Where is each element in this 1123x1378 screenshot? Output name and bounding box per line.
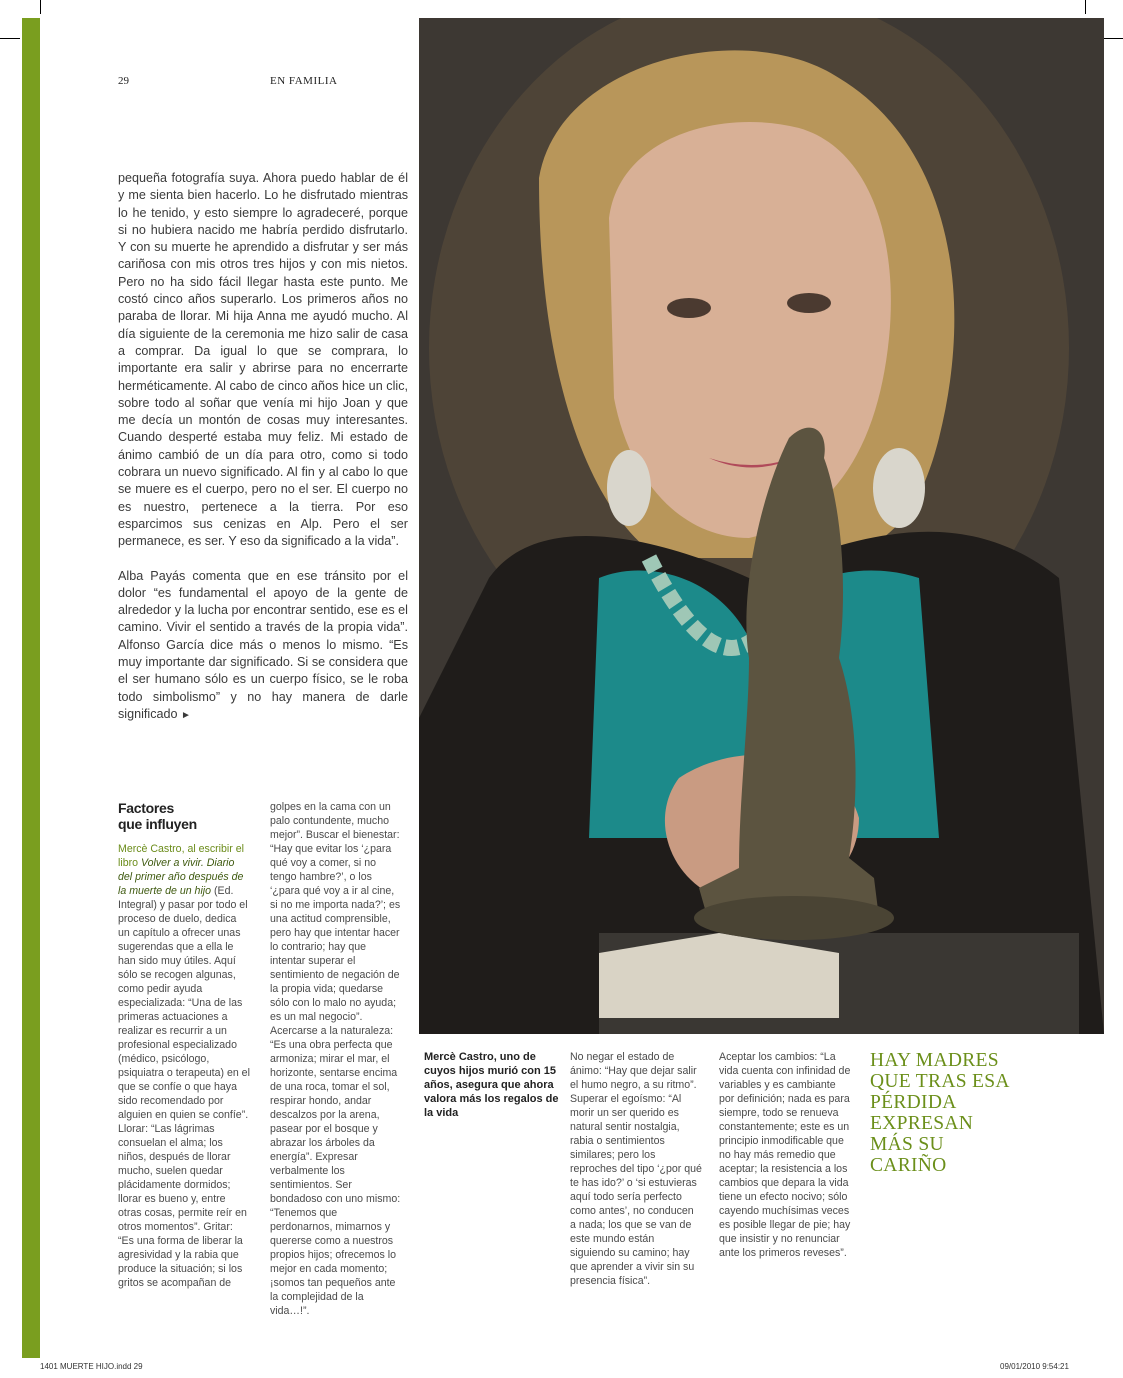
crop-mark (0, 38, 20, 39)
sidebar-column-4: Aceptar los cambios: “La vida cuenta con infinidad de variables y es cambiante por definición; nada es para siempre, todo se renueva constantemente; este es un principio inmodificable que no hay más remedio que aceptar; la resistencia a los cambios que depara la vida tiene un efecto nocivo; sólo cayendo muchísimas veces es posible llegar de pie; hay que insistir y no renunciar ante los primeros reveses”. (719, 1051, 851, 1259)
page-number: 29 (118, 75, 129, 87)
portrait-photo (419, 18, 1104, 1034)
crop-mark (1085, 0, 1086, 14)
footer-slug-left: 1401 MUERTE HIJO.indd 29 (40, 1362, 143, 1371)
pull-quote: HAY MADRES QUE TRAS ESA PÉRDIDA EXPRESAN MÁS SU CARIÑO (870, 1050, 1009, 1176)
body-paragraph: pequeña fotografía suya. Ahora puedo hablar de él y me sienta bien hacerlo. Lo he disfrutado mientras lo he tenido, y esto siempre lo agradeceré, porque si no hubiera nacido me habría perdido disfrutarlo. Y con su muerte he aprendido a disfrutar y ser más cariñosa con mis otros tres hijos y con mis nietos. Pero no ha sido fácil llegar hasta este punto. Me costó cinco años superarlo. Los primeros años no paraba de llorar. Mi hija Anna me ayudó mucho. Al día siguiente de la ceremonia me hizo salir de casa a comprar. Da igual lo que se comprara, lo importante era salir y abrirse para no encerrarte herméticamente. Al cabo de cinco años hice un clic, sobre todo al soñar que venía mi hijo Joan y que me decía un montón de cosas muy interesantes. Cuando desperté estaba muy feliz. Mi estado de ánimo cambió de un día para otro, como si todo cobrara un nuevo significado. Al fin y al cabo lo que se muere es el cuerpo, pero no el ser. El cuerpo no es nuestro, pertenece a la tierra. Por eso esparcimos sus cenizas en Alp. Pero el ser permanece, es ser. Y eso da significado a la vida”. (118, 171, 408, 549)
book-title: Volver a vivir. Diario del primer año después de la muerte de un hijo (118, 857, 244, 897)
portrait-illustration (419, 18, 1104, 1034)
article-body (118, 170, 408, 741)
body-paragraph: Alba Payás comenta que en ese tránsito por el dolor “es fundamental el apoyo de la gente de alrededor y la lucha por encontrar sentido, ese es el camino. Vivir el sentido a través de la propia vida”. Alfonso García dice más o menos lo mismo. “Es muy importante dar significado. Si se considera que el ser humano sólo es un cuerpo físico, se le roba todo simbolismo” y no hay manera de darle significado ► (118, 568, 408, 721)
photo-caption: Mercè Castro, uno de cuyos hijos murió con 15 años, asegura que ahora valora más los regalos de la vida (424, 1051, 559, 1119)
green-margin-bar (22, 18, 40, 1358)
section-title: EN FAMILIA (270, 75, 338, 87)
crop-mark (1103, 38, 1123, 39)
continue-arrow-icon: ► (181, 709, 191, 721)
sidebar-title: Factores que influyen (118, 800, 197, 832)
footer-slug-right: 09/01/2010 9:54:21 (1000, 1362, 1069, 1371)
crop-mark (40, 0, 41, 14)
sidebar-column-2: golpes en la cama con un palo contundente, mucho mejor”. Buscar el bienestar: “Hay que evitar los ‘¿para qué voy a comer, si no tengo hambre?’, o los ‘¿para qué voy a ir al cine, si no me importa nada?’; es una actitud comprensible, pero hay que intentar hacer lo contrario; hay que intentar superar el sentimiento de negación de la propia vida; quedarse sólo con lo malo no ayuda; es un mal negocio”. Acercarse a la naturaleza: “Es una obra perfecta que armoniza; mirar el mar, el horizonte, sentarse encima de una roca, tomar el sol, respirar hondo, andar descalzos por la arena, pasear por el bosque y abrazar los árboles da energía”. Expresar verbalmente los sentimientos. Ser bondadoso con uno mismo: “Tenemos que perdonarnos, mimarnos y quererse como a nuestros propios hijos; ofrecemos lo mejor en cada momento; ¡somos tan pequeños ante la complejidad de la vida…!”. (270, 801, 401, 1317)
sidebar-column-3: No negar el estado de ánimo: “Hay que dejar salir el humo negro, a su ritmo”. Superar el egoísmo: “Al morir un ser querido es natural sentir nostalgia, rabia o sentimientos similares; pero los reproches del tipo ‘¿por qué te has ido?’ o ‘si estuvieras aquí todo sería perfecto como antes’, no conducen a nada; los que se van de este mundo están siguiendo su camino; hay que aprender a vivir sin su presencia física”. (570, 1051, 702, 1287)
sidebar-column-1: Mercè Castro, al escribir el libro Volver a vivir. Diario del primer año después de la muerte de un hijo (Ed. Integral) y pasar por todo el proceso de duelo, dedica un capítulo a ofrecer unas sugerendas que a ella le han sido muy útiles. Aquí sólo se recogen algunas, como pedir ayuda especializada: “Una de las primeras actuaciones a realizar es recurrir a un profesional especializado (médico, psicólogo, psiquiatra o terapeuta) en el que se confíe o que haya sido recomendado por alguien en quien se confíe”. Llorar: “Las lágrimas consuelan el alma; los niños, después de llorar mucho, suelen quedar plácidamente dormidos; llorar es bueno y, entre otras cosas, permite reír en otros momentos”. Gritar: “Es una forma de liberar la agresividad y la rabia que produce la situación; si los gritos se acompañan de (118, 843, 250, 1289)
